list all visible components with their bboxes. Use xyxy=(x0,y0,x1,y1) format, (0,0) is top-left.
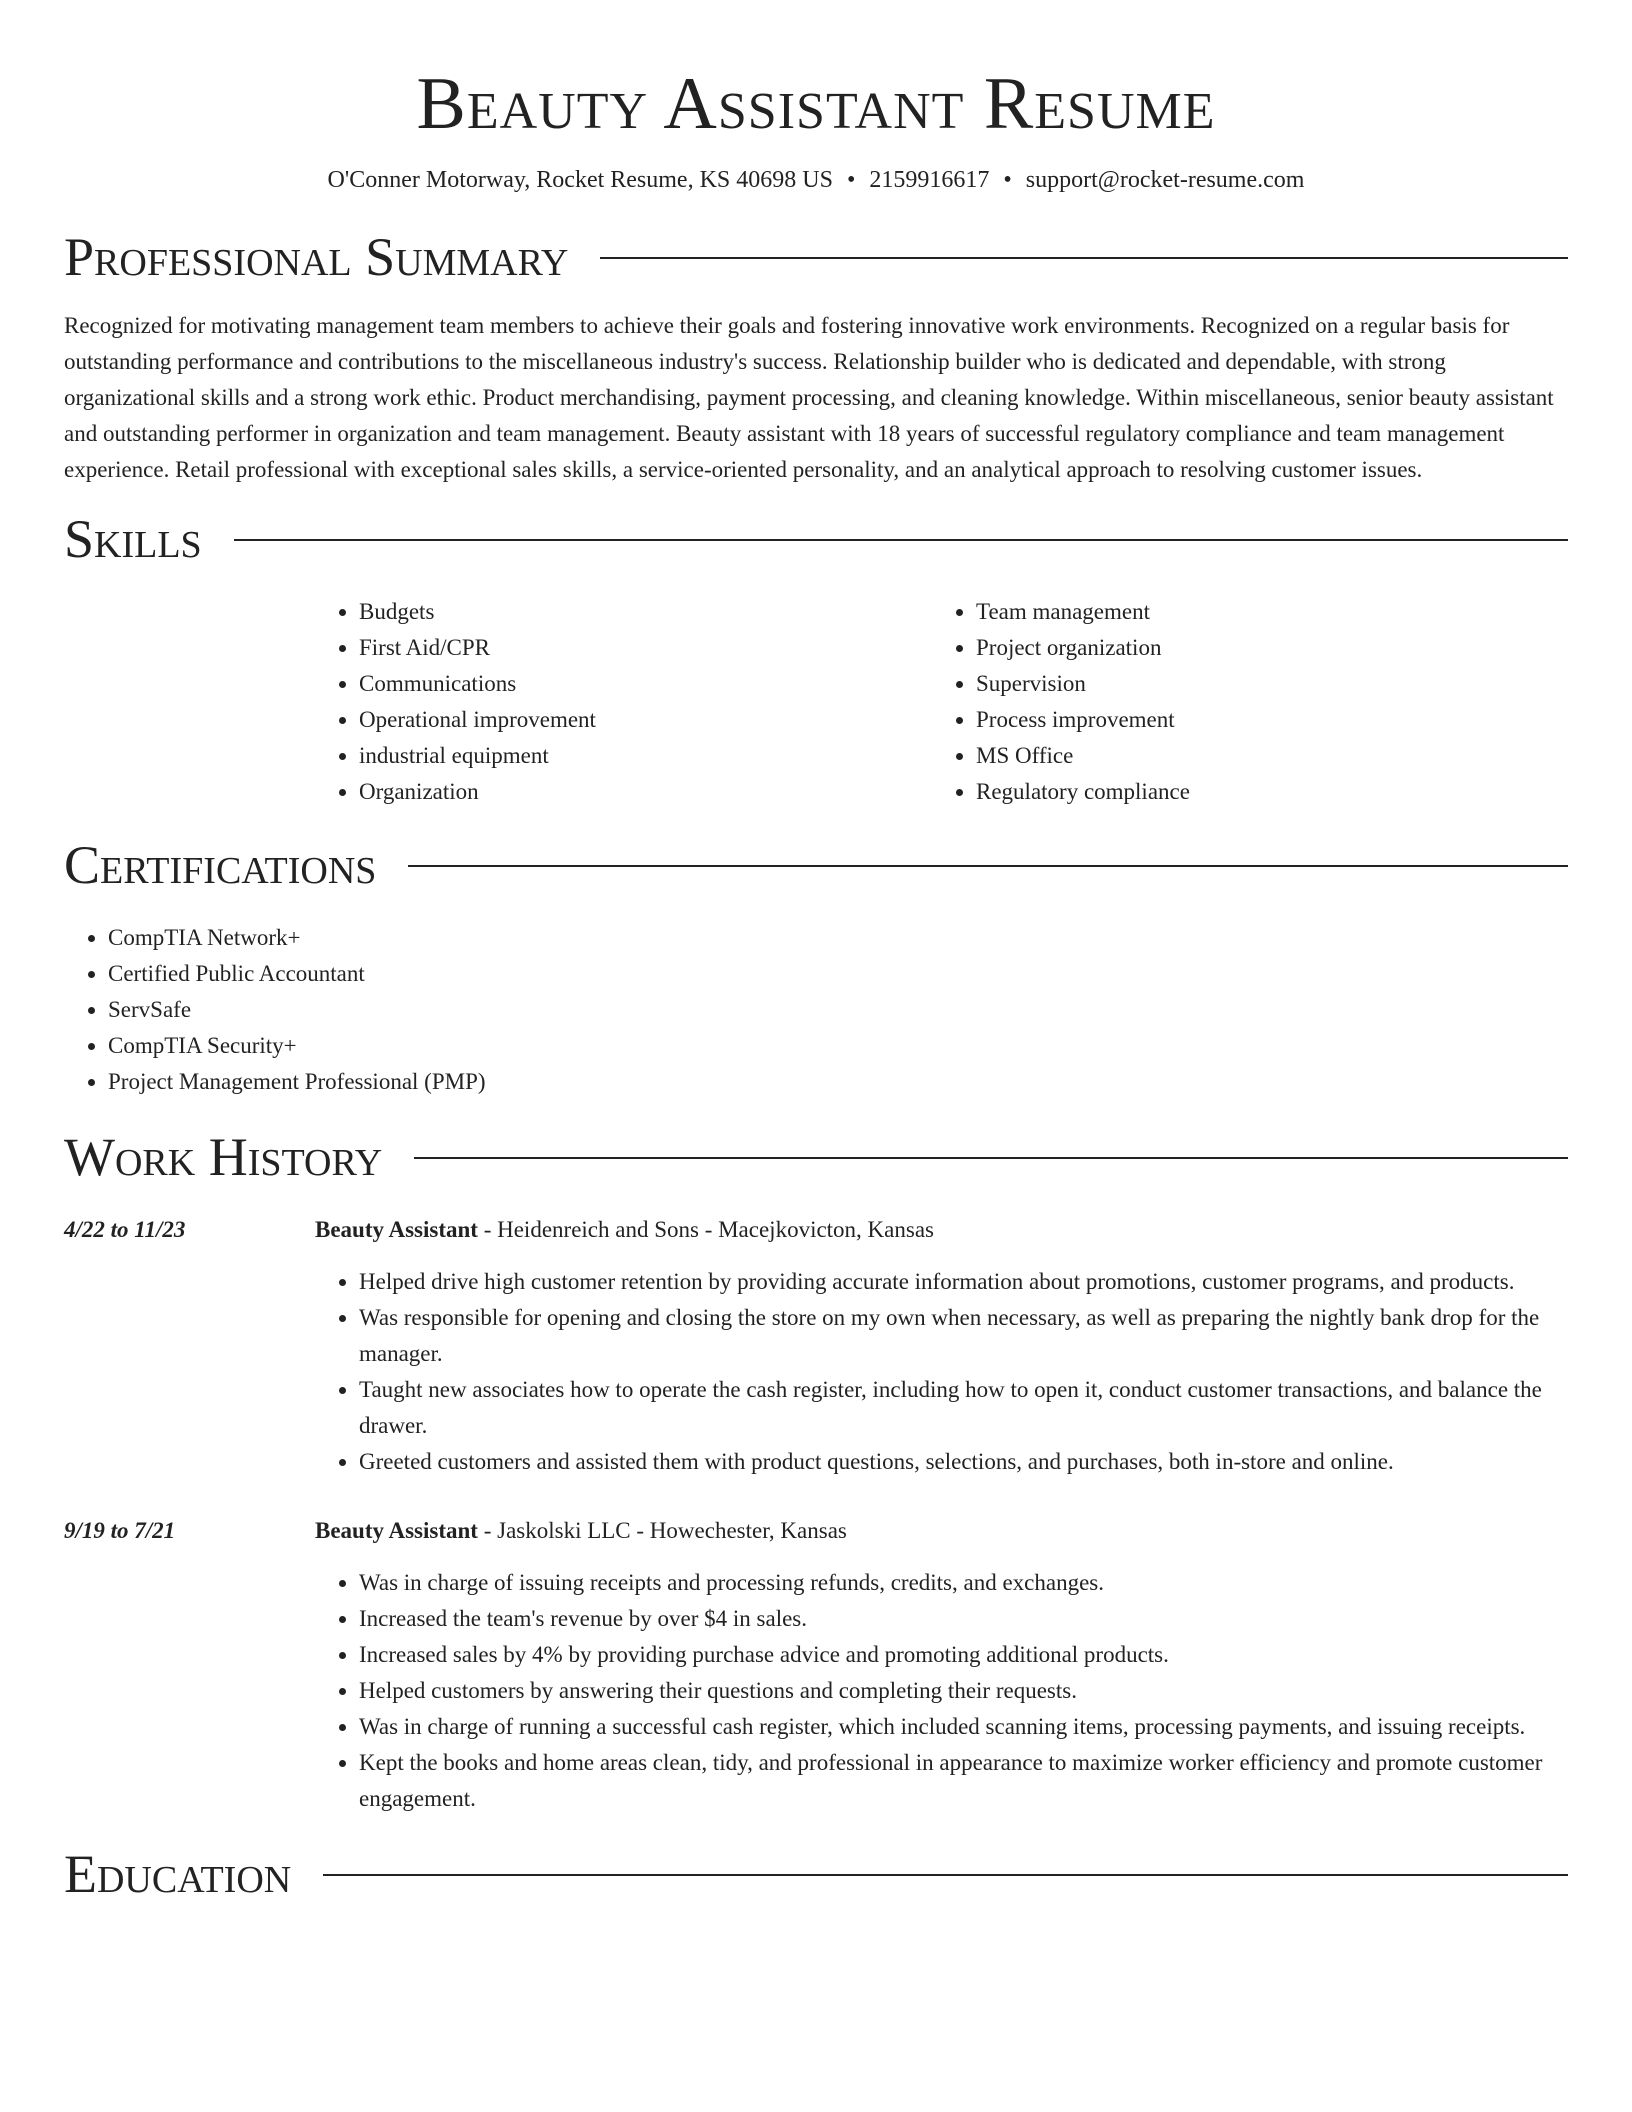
job-body xyxy=(315,1513,1568,1817)
skills-list-right xyxy=(932,594,1549,810)
list-item: • Supervision xyxy=(976,666,1549,702)
contact-address: O'Conner Motorway, Rocket Resume, KS 40698 US xyxy=(327,167,833,193)
section-heading: Certifications xyxy=(64,835,377,895)
skills-list-left xyxy=(315,594,932,810)
work-history-header xyxy=(64,1122,1568,1192)
job-employer: - Jaskolski LLC - Howechester, Kansas xyxy=(477,1518,847,1543)
contact-phone: 2159916617 xyxy=(869,167,990,193)
certifications-list xyxy=(64,920,1568,1100)
job-employer: - Heidenreich and Sons - Macejkovicton, Kansas xyxy=(477,1217,934,1242)
list-item: • Helped drive high customer retention by providing accurate information about promotions, customer programs, and products. xyxy=(359,1264,1568,1300)
section-heading: Professional Summary xyxy=(64,227,569,287)
summary-text: Recognized for motivating management team members to achieve their goals and fostering innovative work environments. Recognized on a regular basis for outstanding performance and contributions to the miscellaneous industry's success. Relationship builder who is dedicated and dependable, with strong organizational skills and a strong work ethic. Product merchandising, payment processing, and cleaning knowledge. Within miscellaneous, senior beauty assistant and outstanding performer in organization and team management. Beauty assistant with 18 years of successful regulatory compliance and team management experience. Retail professional with exceptional sales skills, a service-oriented personality, and an analytical approach to resolving customer issues. xyxy=(64,313,1554,482)
job-title-line xyxy=(315,1212,1568,1248)
list-item: • Project Management Professional (PMP) xyxy=(108,1064,1568,1100)
education-section xyxy=(64,1839,1568,1909)
list-item: • Team management xyxy=(976,594,1549,630)
skills-grid xyxy=(315,594,1568,810)
job-title: Beauty Assistant xyxy=(315,1518,478,1543)
list-item: • CompTIA Network+ xyxy=(108,920,1568,956)
list-item: • Kept the books and home areas clean, tidy, and professional in appearance to maximize worker efficiency and promote customer engagement. xyxy=(359,1745,1568,1817)
section-heading: Education xyxy=(64,1844,292,1904)
skills-header xyxy=(64,504,1568,574)
contact-separator: • xyxy=(1003,167,1012,193)
certifications-section xyxy=(64,830,1568,1100)
list-item: • industrial equipment xyxy=(359,738,932,774)
list-item: • Was in charge of running a successful cash register, which included scanning items, processing payments, and issuing receipts. xyxy=(359,1709,1568,1745)
list-item: • Helped customers by answering their questions and completing their requests. xyxy=(359,1673,1568,1709)
resume-title: Beauty Assistant Resume xyxy=(416,63,1216,145)
work-history-section xyxy=(64,1122,1568,1817)
skills-column-right xyxy=(932,594,1549,810)
summary-section xyxy=(64,222,1568,488)
section-divider xyxy=(414,1157,1568,1159)
contact-line xyxy=(64,164,1568,196)
skills-column-left xyxy=(315,594,932,810)
list-item: • Increased the team's revenue by over $4 in sales. xyxy=(359,1601,1568,1637)
job-dates: 9/19 to 7/21 xyxy=(64,1518,176,1543)
list-item: • Taught new associates how to operate the cash register, including how to open it, conduct customer transactions, and balance the drawer. xyxy=(359,1372,1568,1444)
list-item: • Regulatory compliance xyxy=(976,774,1549,810)
education-header xyxy=(64,1839,1568,1909)
section-divider xyxy=(408,865,1568,867)
list-item: • Process improvement xyxy=(976,702,1549,738)
summary-header xyxy=(64,222,1568,292)
list-item: • Increased sales by 4% by providing purchase advice and promoting additional products. xyxy=(359,1637,1568,1673)
job-duties xyxy=(315,1264,1568,1480)
job-title-line xyxy=(315,1513,1568,1549)
section-divider xyxy=(600,257,1568,259)
certifications-header xyxy=(64,830,1568,900)
list-item: • Was responsible for opening and closing the store on my own when necessary, as well as preparing the nightly bank drop for the manager. xyxy=(359,1300,1568,1372)
list-item: • First Aid/CPR xyxy=(359,630,932,666)
list-item: • Budgets xyxy=(359,594,932,630)
section-heading: Skills xyxy=(64,509,202,569)
section-divider xyxy=(323,1874,1568,1876)
job-entry xyxy=(64,1513,1568,1817)
contact-separator: • xyxy=(846,167,856,193)
contact-email: support@rocket-resume.com xyxy=(1025,167,1305,193)
job-duties xyxy=(315,1565,1568,1817)
list-item: • Communications xyxy=(359,666,932,702)
skills-section xyxy=(64,504,1568,810)
list-item: • Was in charge of issuing receipts and processing refunds, credits, and exchanges. xyxy=(359,1565,1568,1601)
section-divider xyxy=(234,539,1568,541)
list-item: • ServSafe xyxy=(108,992,1568,1028)
list-item: • Organization xyxy=(359,774,932,810)
job-body xyxy=(315,1212,1568,1480)
job-title: Beauty Assistant xyxy=(315,1217,478,1242)
list-item: • MS Office xyxy=(976,738,1549,774)
list-item: • Certified Public Accountant xyxy=(108,956,1568,992)
list-item: • CompTIA Security+ xyxy=(108,1028,1568,1064)
job-dates: 4/22 to 11/23 xyxy=(64,1217,186,1242)
list-item: • Project organization xyxy=(976,630,1549,666)
job-entry xyxy=(64,1212,1568,1480)
list-item: • Operational improvement xyxy=(359,702,932,738)
list-item: • Greeted customers and assisted them with product questions, selections, and purchases, both in-store and online. xyxy=(359,1444,1568,1480)
section-heading: Work History xyxy=(64,1127,383,1187)
